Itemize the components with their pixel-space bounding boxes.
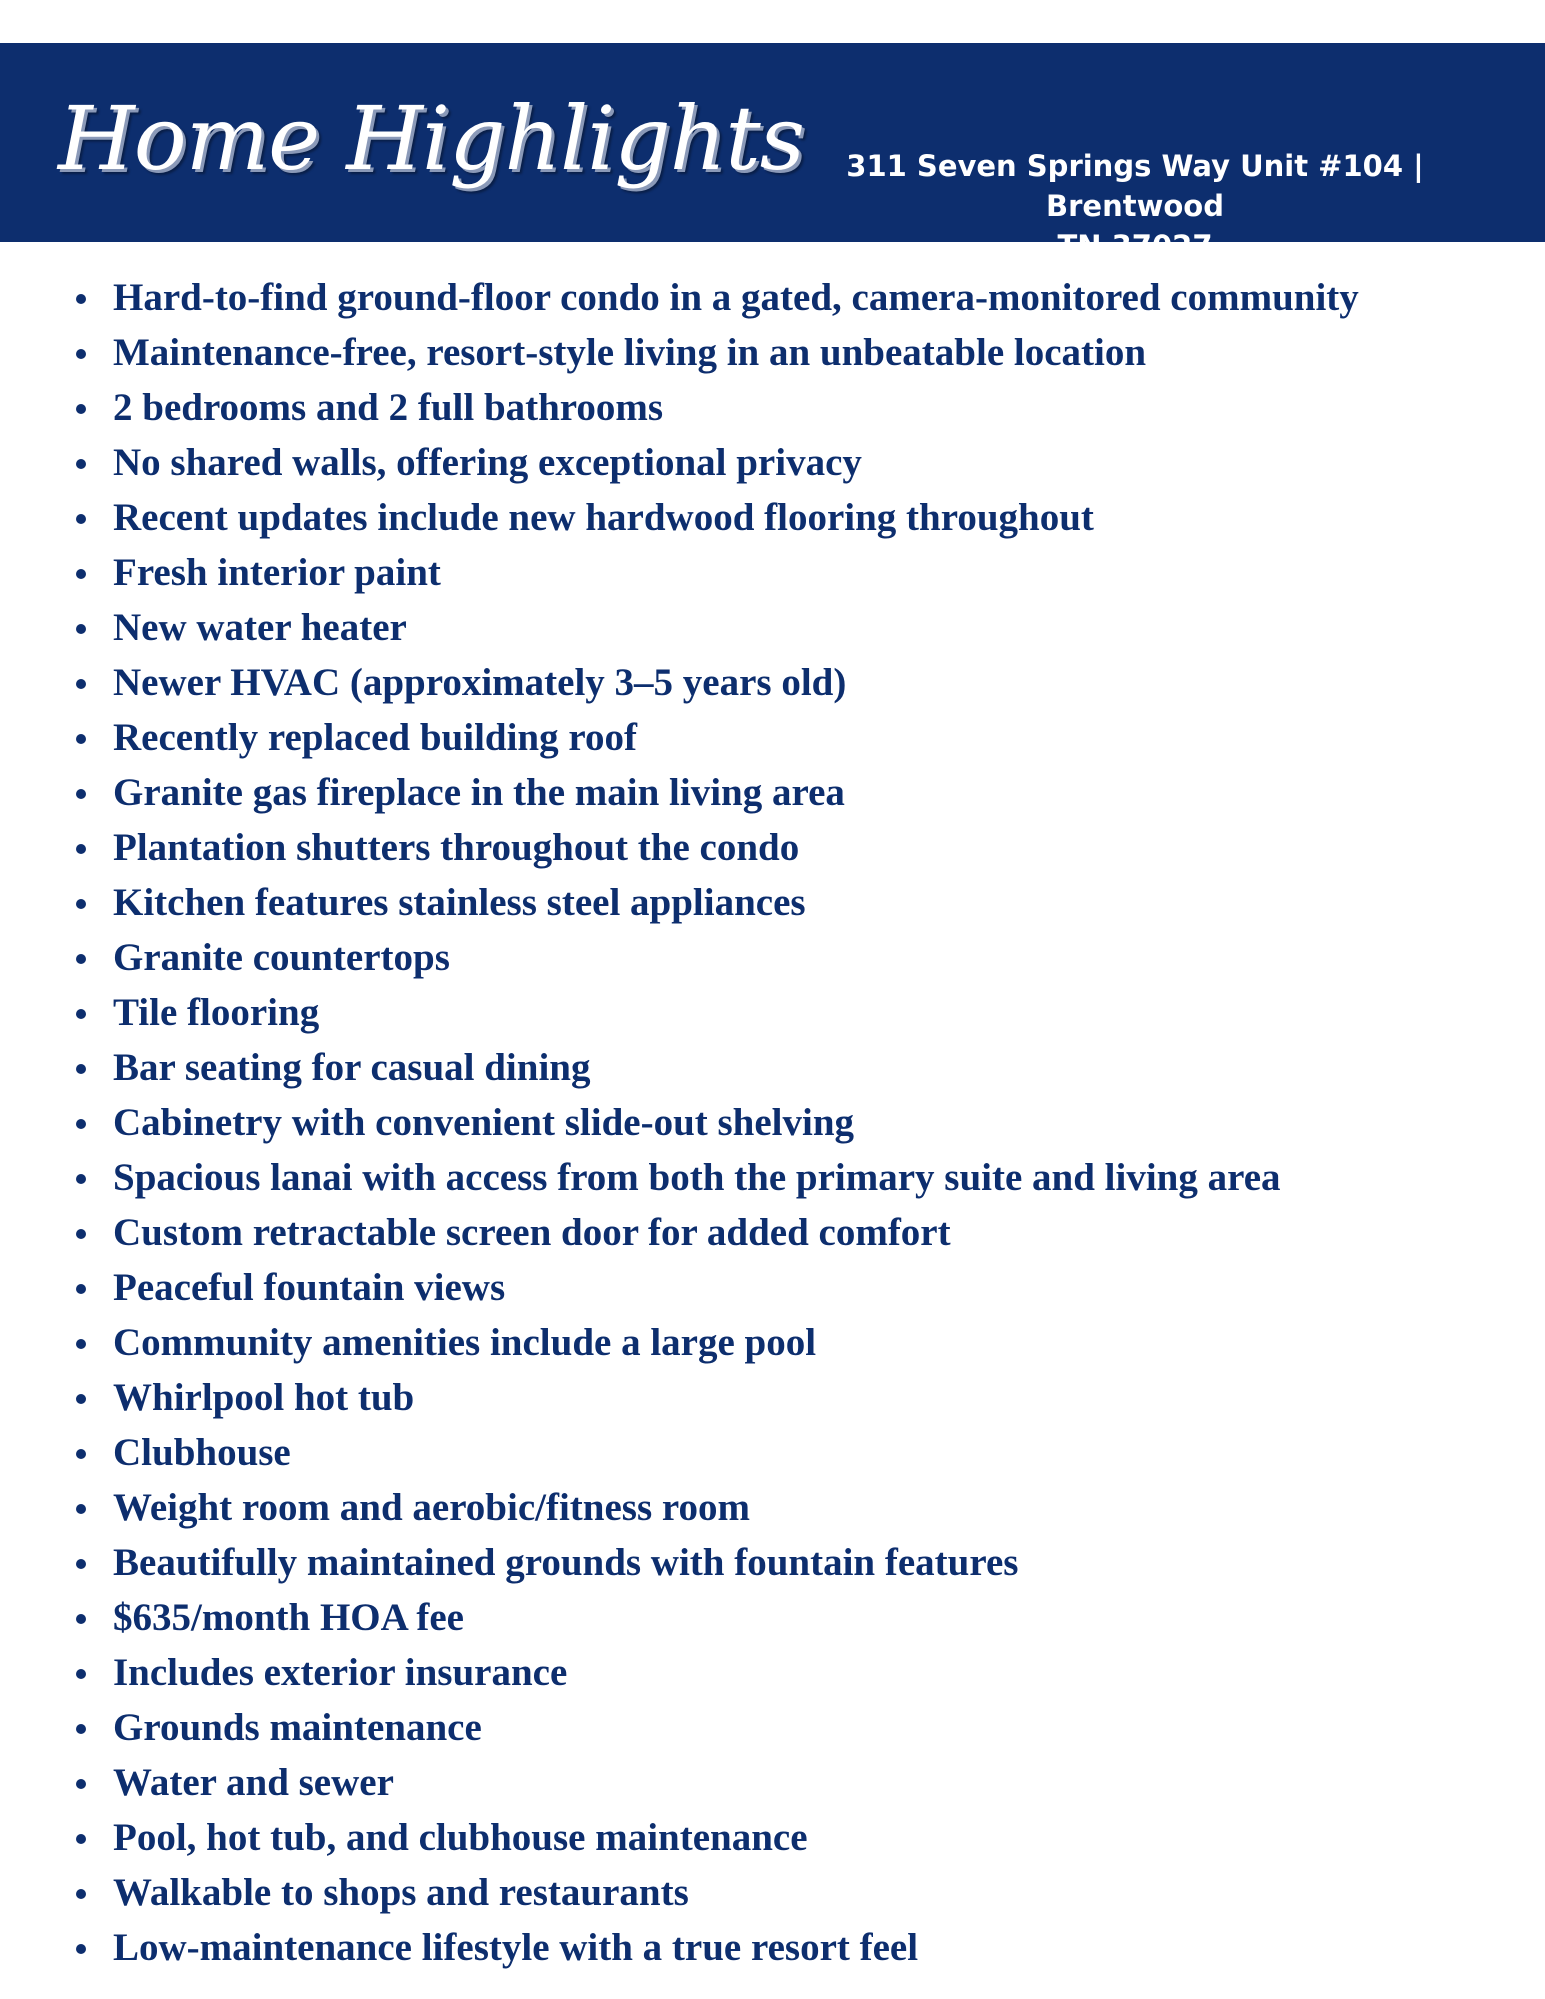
list-item-text: Pool, hot tub, and clubhouse maintenance: [113, 1816, 808, 1859]
list-item-text: Includes exterior insurance: [113, 1651, 568, 1694]
list-item: [70, 1315, 1530, 1370]
list-item-text: Walkable to shops and restaurants: [113, 1871, 689, 1914]
list-item: [70, 1040, 1530, 1095]
bullet-icon: [76, 1009, 86, 1019]
bullet-icon: [76, 1504, 86, 1514]
list-item: [70, 765, 1530, 820]
bullet-icon: [76, 514, 86, 524]
bullet-icon: [76, 1339, 86, 1349]
bullet-icon: [76, 1944, 86, 1954]
bullet-icon: [76, 349, 86, 359]
list-item: [70, 985, 1530, 1040]
header-banner: [0, 43, 1545, 263]
list-item: [70, 1205, 1530, 1260]
list-item-text: Granite countertops: [113, 936, 450, 979]
bullet-icon: [76, 1394, 86, 1404]
list-item-text: Low-maintenance lifestyle with a true resort feel: [113, 1926, 919, 1969]
bullet-icon: [76, 1559, 86, 1569]
list-item-text: Kitchen features stainless steel appliances: [113, 881, 806, 924]
list-item-text: Fresh interior paint: [113, 551, 441, 594]
list-item: [70, 545, 1530, 600]
list-item: [70, 270, 1530, 325]
list-item-text: No shared walls, offering exceptional privacy: [113, 441, 862, 484]
bullet-icon: [76, 954, 86, 964]
list-item-text: 2 bedrooms and 2 full bathrooms: [113, 386, 664, 429]
list-item: [70, 1755, 1530, 1810]
list-item: [70, 1645, 1530, 1700]
bullet-icon: [76, 1174, 86, 1184]
address-city-zip: TN 37027: [1057, 229, 1213, 263]
list-item: [70, 325, 1530, 380]
list-item: [70, 820, 1530, 875]
list-item-text: Peaceful fountain views: [113, 1266, 506, 1309]
list-item: [70, 875, 1530, 930]
page-title: Home Highlights: [58, 87, 804, 190]
bullet-icon: [76, 899, 86, 909]
bullet-icon: [76, 1064, 86, 1074]
bullet-icon: [76, 624, 86, 634]
list-item-text: Water and sewer: [113, 1761, 394, 1804]
bullet-icon: [76, 569, 86, 579]
list-item-text: Bar seating for casual dining: [113, 1046, 591, 1089]
list-item: [70, 930, 1530, 985]
list-item-text: Clubhouse: [113, 1431, 291, 1474]
bullet-icon: [76, 1779, 86, 1789]
list-item-text: Custom retractable screen door for added comfort: [113, 1211, 951, 1254]
list-item-text: Plantation shutters throughout the condo: [113, 826, 800, 869]
list-item: [70, 1810, 1530, 1865]
list-item: [70, 655, 1530, 710]
list-item: [70, 1095, 1530, 1150]
list-item-text: Recent updates include new hardwood flooring throughout: [113, 496, 1094, 539]
list-item: [70, 1535, 1530, 1590]
list-item-text: Weight room and aerobic/fitness room: [113, 1486, 750, 1529]
list-item: [70, 1150, 1530, 1205]
list-item: [70, 1865, 1530, 1920]
property-address: [770, 146, 1500, 266]
bullet-icon: [76, 734, 86, 744]
list-item-text: Community amenities include a large pool: [113, 1321, 817, 1364]
bullet-icon: [76, 404, 86, 414]
list-item: [70, 490, 1530, 545]
bullet-icon: [76, 1119, 86, 1129]
bullet-icon: [76, 1834, 86, 1844]
list-item: [70, 1260, 1530, 1315]
bullet-icon: [76, 1229, 86, 1239]
list-item: [70, 710, 1530, 765]
list-item: [70, 1370, 1530, 1425]
list-item-text: Maintenance-free, resort-style living in an unbeatable location: [113, 331, 1147, 374]
bullet-icon: [76, 1724, 86, 1734]
list-item-text: Recently replaced building roof: [113, 716, 637, 759]
list-item-text: Whirlpool hot tub: [113, 1376, 415, 1419]
bullet-icon: [76, 679, 86, 689]
list-item-text: Hard-to-find ground-floor condo in a gated, camera-monitored community: [113, 276, 1359, 319]
list-item: [70, 1590, 1530, 1645]
bullet-icon: [76, 459, 86, 469]
bullet-icon: [76, 294, 86, 304]
list-item-text: Beautifully maintained grounds with fountain features: [113, 1541, 1019, 1584]
bullet-icon: [76, 1669, 86, 1679]
list-item-text: Newer HVAC (approximately 3–5 years old): [113, 661, 847, 704]
bullet-icon: [76, 1449, 86, 1459]
list-item: [70, 1920, 1530, 1975]
address-street: 311 Seven Springs Way Unit #104 | Brentwood: [846, 149, 1424, 223]
list-item: [70, 600, 1530, 655]
list-item: [70, 1480, 1530, 1535]
list-item-text: Granite gas fireplace in the main living area: [113, 771, 845, 814]
list-item-text: Grounds maintenance: [113, 1706, 482, 1749]
list-item-text: $635/month HOA fee: [113, 1596, 464, 1639]
bullet-icon: [76, 1614, 86, 1624]
bullet-icon: [76, 1889, 86, 1899]
list-item-text: Spacious lanai with access from both the primary suite and living area: [113, 1156, 1281, 1199]
list-item-text: New water heater: [113, 606, 407, 649]
list-item: [70, 1425, 1530, 1480]
list-item: [70, 435, 1530, 490]
bullet-icon: [76, 789, 86, 799]
list-item: [70, 380, 1530, 435]
list-item-text: Cabinetry with convenient slide-out shelving: [113, 1101, 855, 1144]
list-item-text: Tile flooring: [113, 991, 320, 1034]
list-item: [70, 1700, 1530, 1755]
highlights-list: [70, 270, 1530, 1975]
bullet-icon: [76, 844, 86, 854]
bullet-icon: [76, 1284, 86, 1294]
